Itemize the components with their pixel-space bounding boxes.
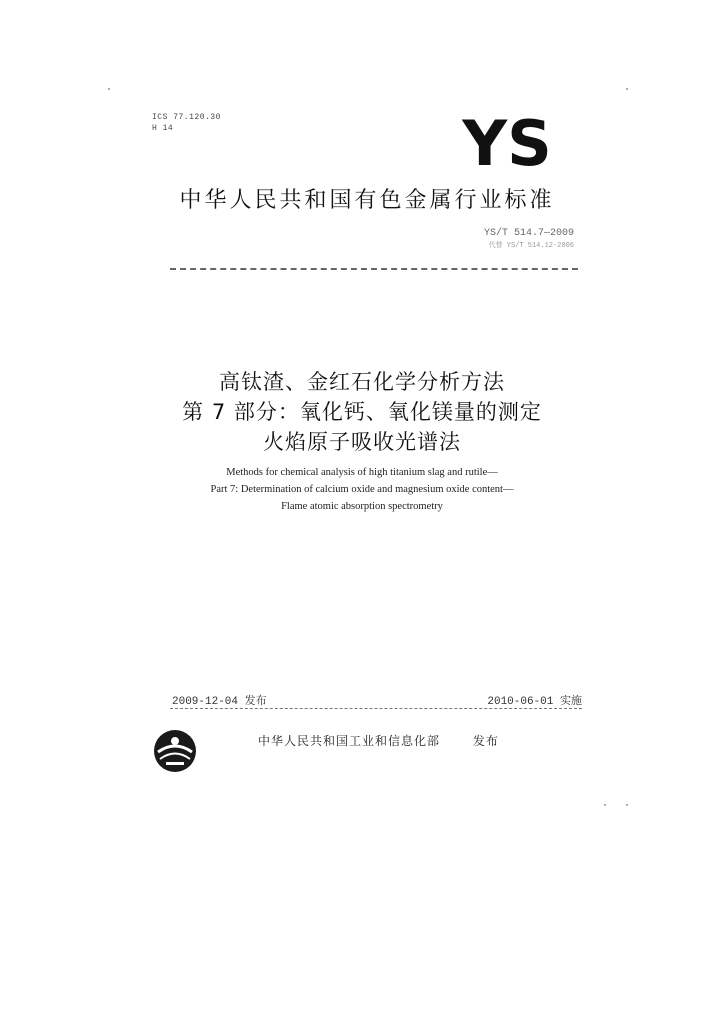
chinese-title-line1: 高钛渣、金红石化学分析方法 bbox=[219, 370, 505, 394]
english-title-line3: Flame atomic absorption spectrometry bbox=[281, 501, 443, 512]
scan-speck bbox=[108, 88, 110, 90]
standard-number-block bbox=[484, 228, 574, 252]
ys-logo-text: YS bbox=[462, 112, 552, 170]
issue-date: 2009-12-04 发布 bbox=[172, 696, 267, 708]
ics-classification bbox=[152, 112, 221, 134]
scan-speck bbox=[626, 88, 628, 90]
header-divider bbox=[170, 268, 578, 270]
english-title-line2: Part 7: Determination of calcium oxide and magnesium oxide content— bbox=[210, 484, 514, 495]
chinese-title-line2: 第 7 部分：氧化钙、氧化镁量的测定 bbox=[182, 400, 542, 424]
issuer-action: 发布 bbox=[472, 734, 499, 748]
chinese-title-line3: 火焰原子吸收光谱法 bbox=[263, 430, 461, 454]
footer-divider bbox=[170, 708, 582, 709]
issuing-authority bbox=[258, 732, 499, 749]
ys-logo-icon bbox=[455, 112, 559, 170]
issuer-name: 中华人民共和国工业和信息化部 bbox=[258, 734, 441, 748]
ccs-code: H 14 bbox=[152, 124, 174, 133]
english-title bbox=[0, 464, 724, 515]
replaces-standard: 代替 YS/T 514.12-2006 bbox=[488, 242, 574, 250]
ministry-emblem-icon bbox=[152, 728, 198, 774]
standard-number: YS/T 514.7—2009 bbox=[483, 228, 574, 239]
english-title-line1: Methods for chemical analysis of high titanium slag and rutile— bbox=[226, 467, 498, 478]
effective-date: 2010-06-01 实施 bbox=[487, 696, 582, 708]
industry-standard-title: 中华人民共和国有色金属行业标准 bbox=[179, 188, 555, 213]
scan-speck bbox=[626, 804, 628, 806]
ics-code: ICS 77.120.30 bbox=[152, 113, 221, 122]
scan-speck bbox=[604, 804, 606, 806]
